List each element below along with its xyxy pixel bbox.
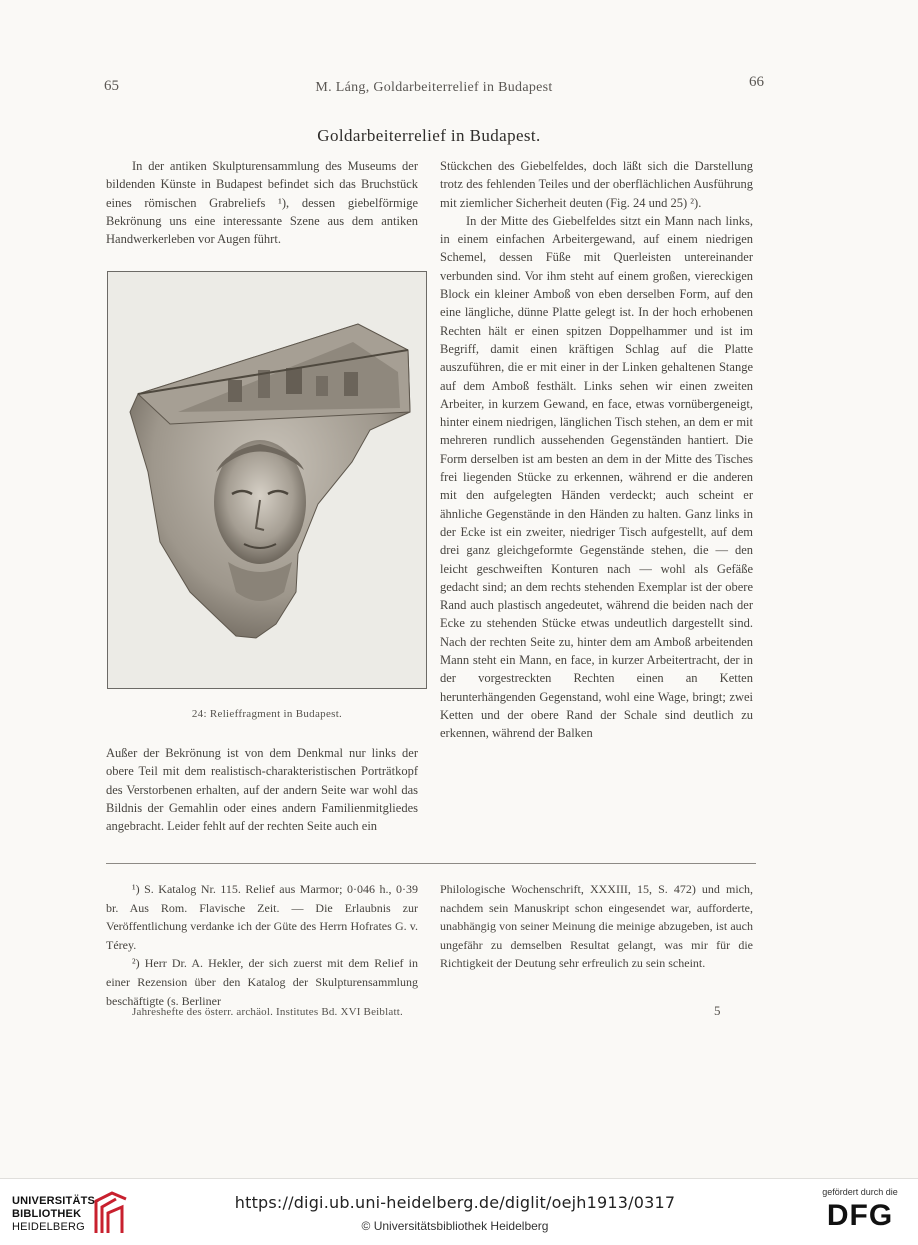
journal-line: Jahreshefte des österr. archäol. Institutes Bd. XVI Beiblatt. bbox=[132, 1006, 403, 1018]
running-header bbox=[104, 74, 764, 102]
running-title: M. Láng, Goldarbeiterrelief in Budapest bbox=[315, 80, 553, 95]
intro-paragraph: In der antiken Skulpturensammlung des Museums der bildenden Künste in Budapest befindet sich das Bruchstück eines römischen Grabreliefs ¹), dessen giebelförmige Bekrönung uns eine interessante Szene aus dem antiken Handwerkerleben vor Augen führt. bbox=[106, 159, 418, 247]
footnote-divider bbox=[106, 863, 756, 864]
library-name bbox=[12, 1195, 99, 1234]
right-paragraph-2: In der Mitte des Giebelfeldes sitzt ein Mann nach links, in einem einfachen Arbeitergewand, auf einem niedrigen Schemel, dessen Füße mit Querleisten untereinander verbunden sind. Vor ihm steht auf einem großen, viereckigen Block ein kleiner Amboß von eben derselben Form, auf den eine längliche, dünne Platte gelegt ist. In der hoch erhobenen Rechten hält er einen spitzen Doppelhammer und ist im Begriff, damit einen kräftigen Schlag auf die Platte auszuführen, die er mit einer in der Linken gehaltenen Stange auf dem Amboß festhält. Links sehen wir einen zweiten Arbeiter, in kurzem Gewand, en face, etwas vornübergeneigt, hinter einem niedrigen, länglichen Tisch stehen, an dem er mit mehreren rundlich aussehenden Gegenständen hantiert. Die Form derselben ist am besten an dem in der Mitte des Tisches frei liegenden Stücke zu erkennen, während er die anderen mit den aufgelegten Händen verdeckt; auch scheint er ähnliche Gegenstände in den Händen zu halten. Ganz links in der Ecke ist ein zweiter, niedriger Tisch aufgestellt, auf dem drei ganz gleichgeformte Gegenstände stehen, die — den leicht geschweiften Konturen nach — wohl als Gefäße gedacht sind; an dem rechts stehenden Exemplar ist der obere Rand auch plastisch angedeutet, während die beiden nach der Ecke zu stehenden Stücke etwas undeutlich dargestellt sind. Nach der rechten Seite zu, hinter dem am Amboß arbeitenden Mann steht ein Mann, en face, in kurzer Arbeitertracht, der in der vorgestreckten Rechten einen an Ketten herunterhängenden Gegenstand, wohl eine Wage, bringt; zwei Ketten und der obere Rand der Schale sind deutlich zu erkennen, während der Balken bbox=[440, 213, 753, 741]
right-paragraph-1: Stückchen des Giebelfeldes, doch läßt sich die Darstellung trotz des fehlenden Teiles und der oberflächlichen Ausführung mit ziemlicher Sicherheit deuten (Fig. 24 und 25) ²). bbox=[440, 159, 753, 210]
dfg-funding bbox=[812, 1187, 908, 1233]
article-title: Goldarbeiterrelief in Budapest. bbox=[317, 126, 541, 145]
permalink-url[interactable]: https://digi.ub.uni-heidelberg.de/diglit/oejh1913/0317 bbox=[234, 1193, 676, 1212]
footnote-2-continued: Philologische Wochenschrift, XXXIII, 15, S. 472) und mich, nachdem sein Manuskript schon eingesendet war, aufforderte, unabhängig von seiner Meinung die meinige abzugeben, ist auch ungefähr zu demselben Resultat gelangt, was mir für die Richtigkeit der Deutung sehr erfreulich zu sein scheint. bbox=[440, 882, 753, 971]
footnotes-right bbox=[440, 880, 753, 973]
page-number-right: 66 bbox=[749, 74, 764, 90]
funded-by-label: gefördert durch die bbox=[822, 1187, 898, 1197]
signature-mark: 5 bbox=[714, 1003, 721, 1018]
footnote-1: ¹) S. Katalog Nr. 115. Relief aus Marmor; 0·046 h., 0·39 br. Aus Rom. Flavische Zeit. — Die Erlaubnis zur Veröffentlichung verdanke ich der Güte des Herrn Hofrates G. v. Térey. bbox=[106, 882, 418, 952]
right-column bbox=[440, 157, 753, 743]
library-line-2: BIBLIOTHEK bbox=[12, 1208, 82, 1220]
relief-figure bbox=[107, 271, 427, 689]
page-number-left: 65 bbox=[104, 78, 119, 94]
lower-left-paragraph: Außer der Bekrönung ist von dem Denkmal nur links der obere Teil mit dem realistisch-charakteristischen Porträtkopf des Verstorbenen erhalten, auf der andern Seite war wohl das Bildnis der Gemahlin oder eines andern Familienmitgliedes angebracht. Leider fehlt auf der rechten Seite auch ein bbox=[106, 746, 418, 834]
library-line-1: UNIVERSITÄTS- bbox=[12, 1195, 99, 1207]
ub-logo-icon bbox=[92, 1189, 128, 1237]
viewer-footer bbox=[0, 1178, 918, 1245]
dfg-logo: DFG bbox=[826, 1199, 894, 1232]
footnote-2: ²) Herr Dr. A. Hekler, der sich zuerst mit dem Relief in einer Rezension über den Katalog der Skulpturensammlung beschäftigte (s. Berliner bbox=[106, 956, 418, 1008]
library-line-3: HEIDELBERG bbox=[12, 1221, 85, 1233]
left-column-intro bbox=[106, 157, 418, 248]
figure-caption: 24: Relieffragment in Budapest. bbox=[191, 708, 343, 720]
footnotes-left bbox=[106, 880, 418, 1010]
copyright-notice: © Universitätsbibliothek Heidelberg bbox=[361, 1219, 549, 1233]
relief-image bbox=[108, 272, 426, 688]
left-column-lower bbox=[106, 744, 418, 835]
